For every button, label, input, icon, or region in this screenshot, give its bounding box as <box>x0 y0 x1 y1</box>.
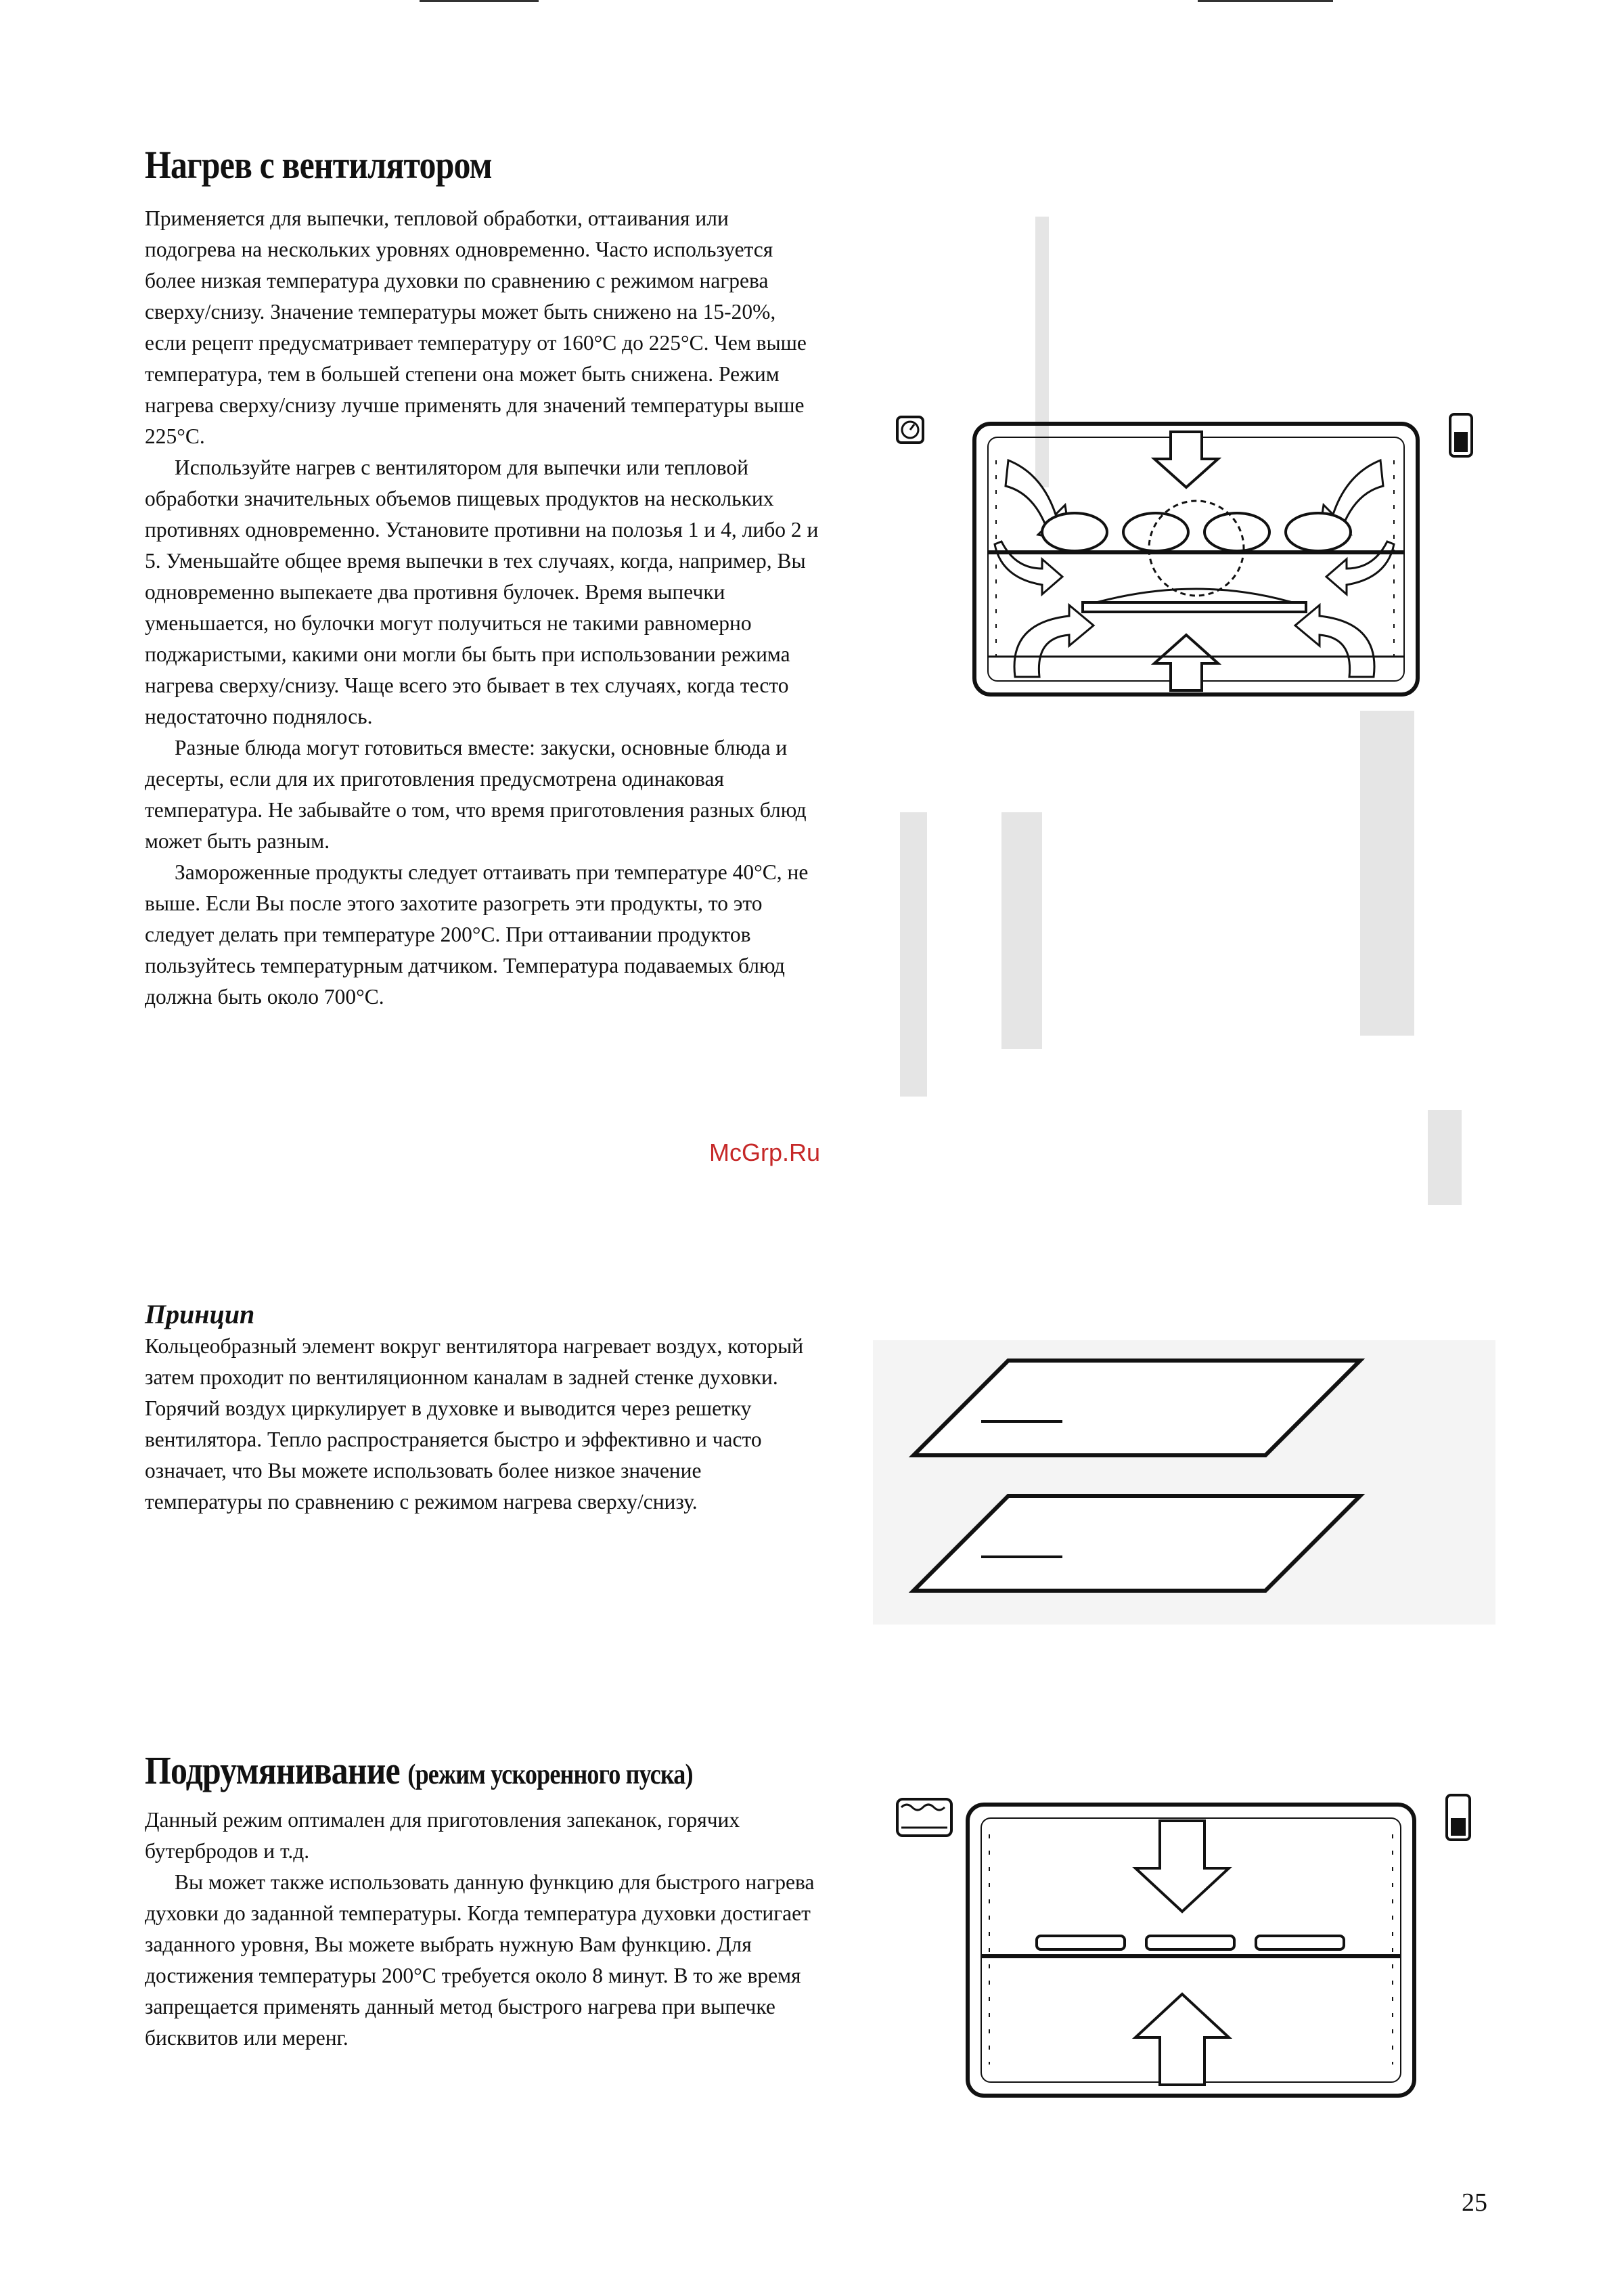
food-tray-icon <box>1037 1936 1125 1949</box>
browning-mode-icon <box>897 1799 951 1836</box>
fan-heating-paragraph: Применяется для выпечки, тепловой обработки, оттаивания или подогрева на нескольких уровнях одновременно. Часто используется более низкая температура духовки по сравнению с режимом нагрева сверху/снизу. Значение температуры может быть снижено на 15-20%, если рецепт предусматривает температуру от 160°С до 225°С. Чем выше температура, тем в большей степени она может быть снижена. Режим нагрева сверху/снизу лучше применять для значений температуры выше 225°С. <box>145 206 807 448</box>
browning-paragraph: Данный режим оптимален для приготовления запеканок, горячих бутербродов и т.д. <box>145 1808 740 1863</box>
top-rule-right <box>1198 0 1333 2</box>
browning-oven-diagram <box>886 1780 1509 2132</box>
fan-oven-diagram <box>893 399 1502 724</box>
browning-title <box>145 1746 727 1799</box>
up-arrow-icon <box>1135 1994 1229 2085</box>
bun-icon <box>1204 513 1269 551</box>
watermark: McGrp.Ru <box>709 1139 821 1166</box>
food-tray-icon <box>1256 1936 1344 1949</box>
browning-paragraph: Вы может также использовать данную функцию для быстрого нагрева духовки до заданной температуры. Когда температура духовки достигает заданного уровня, Вы можете выбрать нужную Вам функцию. Для достижения температуры 200°С требуется около 8 минут. В то же время запрещается применять данный метод быстрого нагрева при выпечке бисквитов или меренг. <box>145 1870 815 2050</box>
ring-element-diagram <box>873 1340 1495 1625</box>
top-rule-left <box>420 0 539 2</box>
browning-section <box>145 1746 821 2054</box>
principle-text: Кольцеобразный элемент вокруг вентилятора нагревает воздух, который затем проходит по вентиляционном каналам в задней стенке духовки. Горячий воздух циркулирует в духовке и выводится через решетку вентилятора. Тепло распространяется быстро и эффективно и часто означает, что Вы можете использовать более низкое значение температуры по сравнению с режимом нагрева сверху/снизу. <box>145 1334 804 1514</box>
food-tray-icon <box>1146 1936 1234 1949</box>
airflow-arrow-icon <box>1326 542 1394 594</box>
airflow-arrow-icon <box>1295 605 1374 677</box>
scan-noise <box>1360 711 1414 1036</box>
page-number: 25 <box>1462 2188 1487 2217</box>
scan-noise <box>1001 812 1042 1049</box>
thermostat-indicator-icon <box>1450 414 1472 456</box>
fan-mode-icon <box>897 417 923 443</box>
principle-section <box>145 1298 821 1518</box>
bun-icon <box>1123 513 1188 551</box>
bun-icon <box>1042 513 1107 551</box>
fan-heating-section <box>145 141 821 1013</box>
airflow-arrow-icon <box>1014 605 1094 677</box>
thermostat-indicator-icon <box>1447 1795 1470 1840</box>
bun-icon <box>1286 513 1351 551</box>
airflow-arrow-icon <box>995 542 1062 594</box>
down-arrow-icon <box>1154 432 1218 487</box>
fan-heating-paragraph: Используйте нагрев с вентилятором для выпечки или тепловой обработки значительных объемов пищевых продуктов на нескольких противнях одновременно. Установите противни на полозья 1 и 4, либо 2 и 5. Уменьшайте общее время выпечки в тех случаях, когда, например, Вы одновременно выпекаете два противня булочек. Время выпечки уменьшается, но булочки могут получиться не такими равномерно поджаристыми, какими они могли бы быть при использовании режима нагрева сверху/снизу. Чаще всего это бывает в тех случаях, когда тесто недостаточно поднялось. <box>145 456 819 728</box>
fan-heating-paragraph: Разные блюда могут готовиться вместе: закуски, основные блюда и десерты, если для их приготовления предусмотрена одинаковая температура. Не забывайте о том, что время приготовления разных блюд может быть разным. <box>145 736 807 853</box>
fan-heating-title: Нагрев с вентилятором <box>145 143 492 187</box>
principle-title: Принцип <box>145 1299 255 1329</box>
scan-noise <box>900 812 927 1097</box>
fan-heating-paragraph: Замороженные продукты следует оттаивать при температуре 40°С, не выше. Если Вы после этого захотите разогреть эти продукты, то это следует делать при температуре 200°С. При оттаивании продуктов пользуйтесь температурным датчиком. Температура подаваемых блюд должна быть около 700°С. <box>145 860 809 1009</box>
up-arrow-icon <box>1154 635 1218 690</box>
scan-noise <box>1428 1110 1462 1205</box>
browning-title-main: Подрумянивание <box>145 1748 400 1792</box>
browning-title-subtitle: (режим ускоренного пуска) <box>407 1759 693 1790</box>
down-arrow-icon <box>1135 1821 1229 1912</box>
